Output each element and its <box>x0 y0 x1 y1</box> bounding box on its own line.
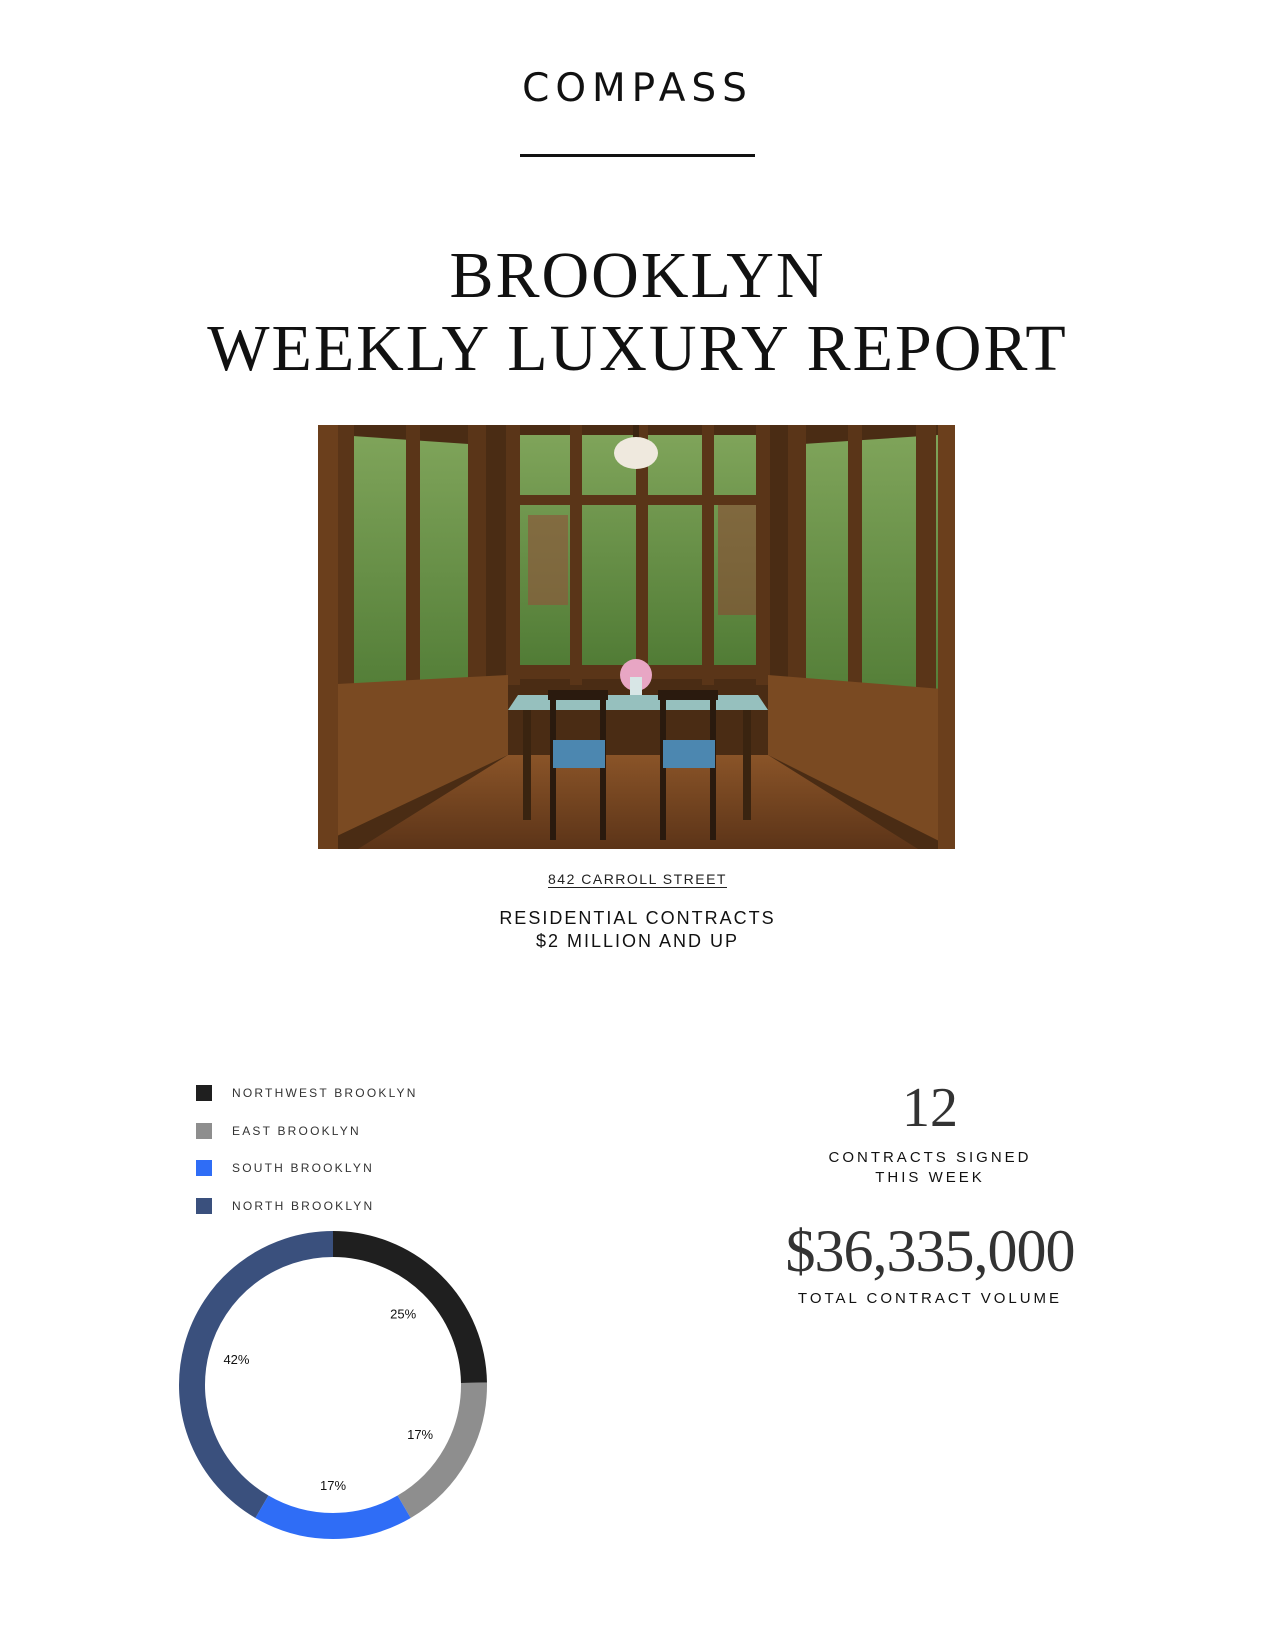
donut-slice-label: 17% <box>319 1478 347 1493</box>
donut-slice-label: 42% <box>223 1351 250 1367</box>
logo-divider <box>520 154 755 157</box>
donut-slice-label: 25% <box>390 1306 417 1322</box>
compass-logo: COMPASS <box>522 66 753 111</box>
sunroom-illustration <box>318 425 955 849</box>
legend-swatch <box>196 1085 212 1101</box>
legend-swatch <box>196 1160 212 1176</box>
donut-slice <box>404 1383 474 1507</box>
legend-label: EAST BROOKLYN <box>232 1123 361 1138</box>
legend-item-south <box>196 1157 418 1195</box>
legend-label: NORTH BROOKLYN <box>232 1198 375 1213</box>
subhead-line2: $2 MILLION AND UP <box>535 931 740 951</box>
legend-label: SOUTH BROOKLYN <box>232 1161 374 1175</box>
legend-item-east <box>196 1120 418 1158</box>
contracts-label <box>720 1148 1140 1188</box>
property-caption-link[interactable]: 842 CARROLL STREET <box>548 871 727 887</box>
contracts-label-line1: CONTRACTS SIGNED <box>828 1149 1032 1166</box>
total-volume-label: TOTAL CONTRACT VOLUME <box>797 1290 1063 1307</box>
donut-slice <box>262 1507 404 1526</box>
report-title-line2: WEEKLY LUXURY REPORT <box>207 312 1068 385</box>
legend-swatch <box>196 1123 212 1139</box>
donut-slice <box>192 1244 333 1507</box>
legend-item-northwest <box>196 1082 418 1120</box>
total-volume: $36,335,000 <box>785 1218 1075 1284</box>
donut-chart <box>178 1230 488 1540</box>
subhead-line1: RESIDENTIAL CONTRACTS <box>499 908 776 928</box>
donut-slice-label: 17% <box>407 1427 434 1443</box>
report-title-line1: BROOKLYN <box>449 239 826 312</box>
contracts-count: 12 <box>902 1077 958 1139</box>
legend-item-north <box>196 1195 418 1233</box>
legend-swatch <box>196 1198 212 1214</box>
chart-legend <box>196 1082 418 1232</box>
legend-label: NORTHWEST BROOKLYN <box>232 1086 418 1100</box>
contracts-label-line2: THIS WEEK <box>875 1169 985 1186</box>
hero-photo <box>318 425 955 849</box>
